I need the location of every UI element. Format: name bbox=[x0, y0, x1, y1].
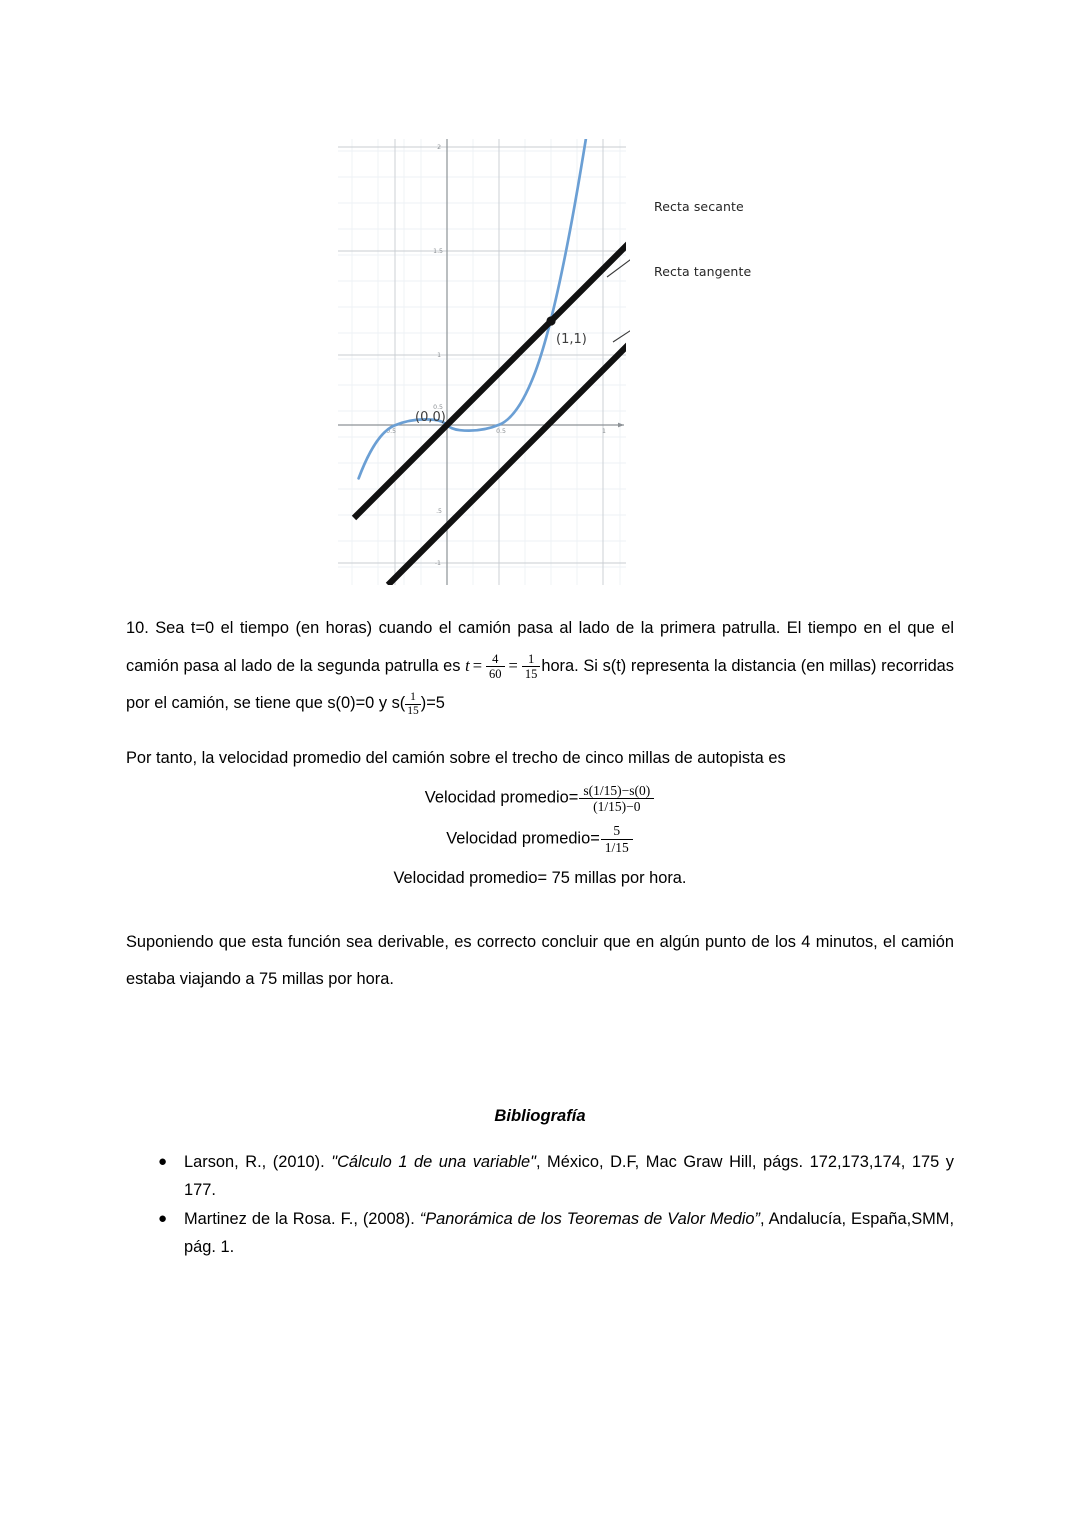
fraction-denominator: (1/15)−0 bbox=[579, 798, 654, 815]
label-origin: (0,0) bbox=[415, 410, 446, 425]
paragraph-10-text-2: hora. Si s(t) representa la distancia (en millas) recorridas por el camión, se tiene que s(0)=0 y s( bbox=[126, 657, 954, 712]
graph-svg bbox=[330, 133, 630, 585]
reference-pre: Larson, R., (2010). bbox=[184, 1153, 332, 1172]
fraction-numerator: 1 bbox=[410, 691, 416, 704]
paragraph-item-10 bbox=[126, 610, 954, 722]
fraction-1-15 bbox=[522, 652, 541, 681]
fraction-4-60 bbox=[486, 652, 505, 681]
formula-1-label: Velocidad promedio= bbox=[424, 788, 579, 807]
formula-velocidad-promedio-1 bbox=[126, 777, 954, 818]
math-var-t: t bbox=[465, 656, 470, 675]
list-item bbox=[158, 1205, 954, 1261]
formula-2-label: Velocidad promedio= bbox=[446, 829, 600, 848]
reference-post: , Andalucía, España,SMM, pág. 1. bbox=[184, 1210, 954, 1257]
annotation-label-recta-secante: Recta secante bbox=[654, 199, 744, 214]
conclusion-paragraph: Suponiendo que esta función sea derivable, es correcto concluir que en algún punto de los 4 minutos, el camión estaba viajando a 75 millas por hora. bbox=[126, 933, 954, 989]
formula-velocidad-promedio-result: Velocidad promedio= 75 millas por hora. bbox=[393, 869, 687, 888]
point-1-1-marker bbox=[546, 316, 555, 325]
ytick-1: 1 bbox=[437, 352, 441, 359]
reference-title: “Panorámica de los Teoremas de Valor Medio” bbox=[419, 1210, 760, 1229]
ytick-1.5: 1.5 bbox=[433, 248, 443, 255]
formula-velocidad-promedio-2 bbox=[126, 818, 954, 859]
formula-1-fraction bbox=[579, 783, 654, 815]
bullet-icon: ● bbox=[158, 1153, 168, 1171]
fraction-numerator: 4 bbox=[492, 651, 499, 666]
paragraph-10-text-3: )=5 bbox=[420, 694, 445, 712]
reference-pre: Martinez de la Rosa. F., (2008). bbox=[184, 1210, 420, 1229]
math-equals-2: = bbox=[508, 656, 518, 675]
fraction-denominator: 60 bbox=[486, 666, 505, 681]
fraction-numerator: s(1/15)−s(0) bbox=[583, 782, 651, 798]
ytick--1: -1 bbox=[434, 560, 441, 567]
bibliography-list bbox=[126, 1148, 954, 1261]
fraction-numerator: 5 bbox=[613, 823, 621, 839]
xtick-1: 1 bbox=[602, 428, 606, 435]
velocity-intro-paragraph: Por tanto, la velocidad promedio del camión sobre el trecho de cinco millas de autopista es bbox=[126, 749, 786, 767]
bullet-icon: ● bbox=[158, 1210, 168, 1228]
graph-figure bbox=[330, 133, 630, 585]
fraction-numerator: 1 bbox=[527, 651, 535, 666]
list-item bbox=[158, 1148, 954, 1204]
annotation-label-recta-tangente: Recta tangente bbox=[654, 264, 752, 279]
label-one-one: (1,1) bbox=[556, 332, 587, 347]
ytick-2: 2 bbox=[437, 144, 441, 151]
math-equals-1: = bbox=[472, 656, 483, 675]
ytick-0.5: 0.5 bbox=[433, 404, 443, 411]
ytick--0.5: .5 bbox=[436, 508, 442, 515]
xtick--0.5: -0.5 bbox=[383, 428, 397, 435]
xtick-0.5: 0.5 bbox=[496, 428, 506, 435]
paragraph-10-text-1: 10. Sea t=0 el tiempo (en horas) cuando el camión pasa al lado de la primera patrulla. El tiempo en el que el camión pasa al lado de la segunda patrulla es bbox=[126, 619, 954, 675]
fraction-denominator: 15 bbox=[407, 704, 419, 717]
reference-title: "Cálculo 1 de una variable" bbox=[331, 1153, 536, 1172]
reference-post: , México, D.F, Mac Graw Hill, págs. 172,173,174, 175 y 177. bbox=[184, 1153, 954, 1200]
document-content bbox=[126, 610, 954, 1262]
fraction-1-15-inline bbox=[405, 691, 421, 717]
fraction-denominator: 15 bbox=[522, 666, 541, 681]
formula-2-fraction bbox=[601, 823, 633, 855]
fraction-denominator: 1/15 bbox=[601, 839, 633, 856]
bibliography-heading: Bibliografía bbox=[494, 1106, 586, 1126]
